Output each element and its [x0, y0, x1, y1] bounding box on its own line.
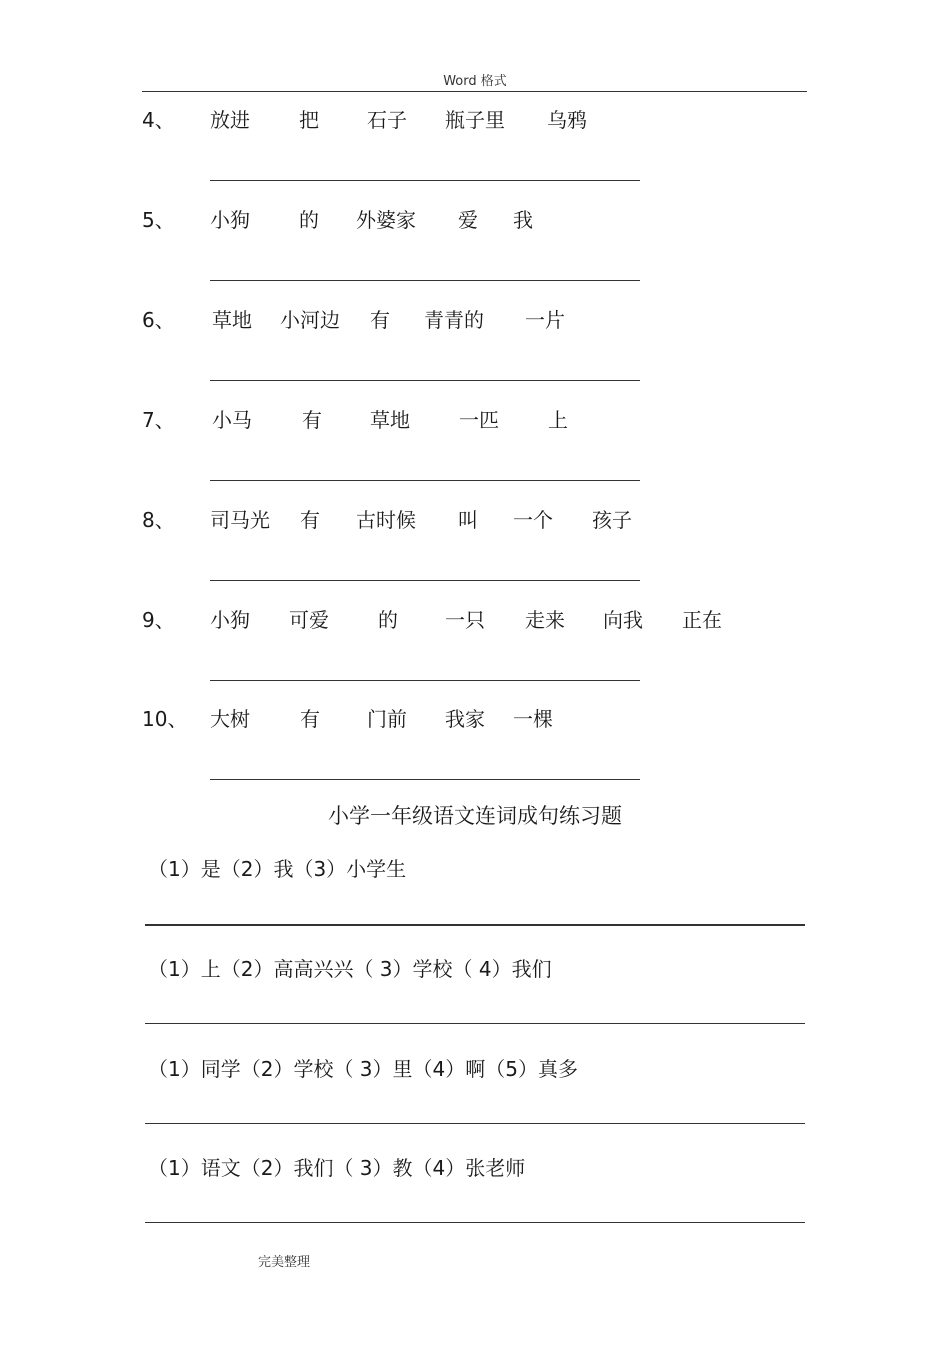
answer-line[interactable] [145, 1222, 805, 1223]
question-prompt: （1）是（2）我（3）小学生 [148, 857, 407, 881]
exercise-item [142, 404, 807, 504]
word-chip: 门前 [367, 707, 407, 731]
header-rule [142, 91, 807, 92]
exercise-item [142, 703, 807, 803]
footer-text: 完美整理 [258, 1255, 311, 1270]
question-prompt: （1）语文（2）我们（ 3）教（4）张老师 [148, 1156, 526, 1180]
question-prompt: （1）上（2）高高兴兴（ 3）学校（ 4）我们 [148, 957, 552, 981]
word-chip: 向我 [603, 608, 643, 632]
answer-line[interactable] [210, 480, 640, 481]
answer-line[interactable] [210, 280, 640, 281]
exercise-item [142, 604, 807, 704]
exercise-number: 9、 [142, 608, 175, 632]
exercise-item [142, 204, 807, 304]
exercise-item [142, 304, 807, 404]
exercise-number: 6、 [142, 308, 175, 332]
word-chip: 草地 [212, 308, 252, 332]
word-chip: 小马 [212, 408, 252, 432]
word-chip: 外婆家 [356, 208, 416, 232]
word-chip: 一匹 [459, 408, 499, 432]
word-chip: 的 [299, 208, 319, 232]
exercise-number: 7、 [142, 408, 175, 432]
exercise-number: 8、 [142, 508, 175, 532]
answer-line[interactable] [145, 1123, 805, 1124]
answer-line[interactable] [210, 580, 640, 581]
word-chip: 放进 [210, 108, 250, 132]
answer-line[interactable] [210, 779, 640, 780]
word-chip: 一棵 [513, 707, 553, 731]
answer-line[interactable] [210, 380, 640, 381]
question-prompt: （1）同学（2）学校（ 3）里（4）啊（5）真多 [148, 1057, 578, 1081]
answer-line[interactable] [145, 1023, 805, 1024]
word-chip: 小狗 [210, 608, 250, 632]
word-chip: 可爱 [289, 608, 329, 632]
section-title: 小学一年级语文连词成句练习题 [328, 804, 622, 828]
word-chip: 我家 [445, 707, 485, 731]
word-chip: 小狗 [210, 208, 250, 232]
exercise-number: 10、 [142, 707, 188, 731]
word-chip: 上 [548, 408, 568, 432]
word-chip: 把 [299, 108, 319, 132]
word-chip: 孩子 [592, 508, 632, 532]
word-chip: 我 [513, 208, 533, 232]
word-chip: 叫 [458, 508, 478, 532]
word-chip: 古时候 [356, 508, 416, 532]
word-chip: 乌鸦 [547, 108, 587, 132]
word-chip: 一个 [513, 508, 553, 532]
word-chip: 有 [370, 308, 390, 332]
answer-line[interactable] [210, 180, 640, 181]
answer-line[interactable] [210, 680, 640, 681]
word-chip: 正在 [682, 608, 722, 632]
word-chip: 一片 [525, 308, 565, 332]
word-chip: 大树 [210, 707, 250, 731]
word-chip: 有 [300, 508, 320, 532]
word-chip: 小河边 [280, 308, 340, 332]
word-chip: 有 [300, 707, 320, 731]
exercise-number: 4、 [142, 108, 175, 132]
exercise-item [142, 504, 807, 604]
word-chip: 走来 [525, 608, 565, 632]
exercise-number: 5、 [142, 208, 175, 232]
answer-line[interactable] [145, 924, 805, 926]
word-chip: 草地 [370, 408, 410, 432]
header-text: Word 格式 [443, 74, 507, 89]
word-chip: 石子 [367, 108, 407, 132]
word-chip: 一只 [445, 608, 485, 632]
exercise-item [142, 104, 807, 204]
word-chip: 的 [378, 608, 398, 632]
word-chip: 有 [302, 408, 322, 432]
word-chip: 青青的 [424, 308, 484, 332]
word-chip: 瓶子里 [445, 108, 505, 132]
word-chip: 爱 [458, 208, 478, 232]
word-chip: 司马光 [210, 508, 270, 532]
